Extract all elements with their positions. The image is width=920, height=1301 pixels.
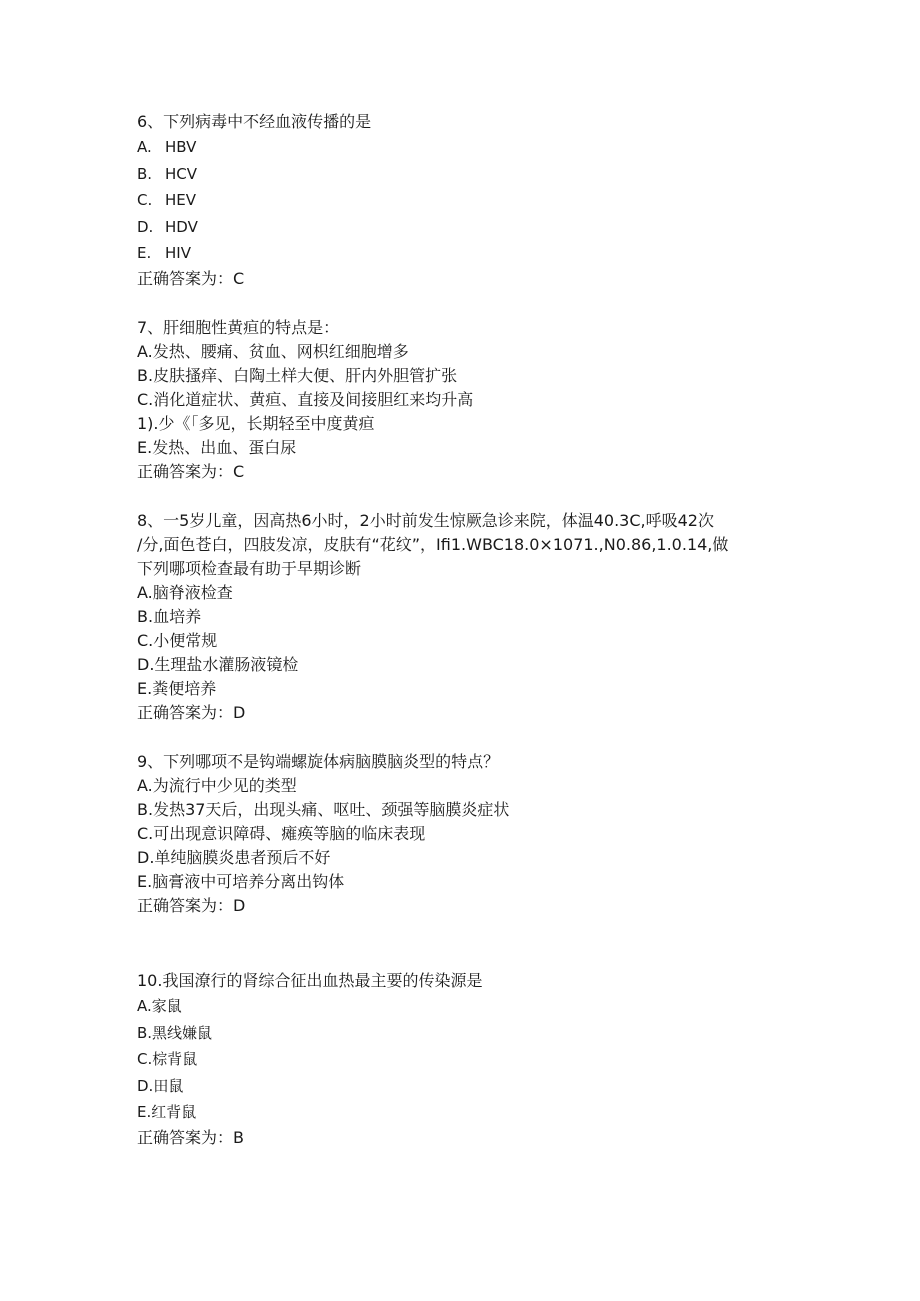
option-c: C.消化道症状、黄疸、直接及间接胆红来均升高 xyxy=(137,390,474,409)
question-7 xyxy=(137,316,473,484)
answer-line: 正确答案为：C xyxy=(137,462,245,481)
answer-line: 正确答案为：B xyxy=(137,1127,244,1147)
option-d xyxy=(137,214,371,241)
option-d: 1).少《「多见，长期轻至中度黄疸 xyxy=(137,414,375,433)
question-6 xyxy=(137,110,371,291)
option-letter: E. xyxy=(137,244,152,263)
option-b: B.黑线嫌鼠 xyxy=(137,1023,213,1042)
option-c xyxy=(137,187,371,214)
question-stem: 10.我国潦行的肾综合征出血热最主要的传染源是 xyxy=(137,971,483,990)
option-a: A.发热、腰痛、贫血、网枳红细胞增多 xyxy=(137,342,409,361)
answer-line: 正确答案为：C xyxy=(137,268,245,288)
option-d: D.生理盐水灌肠液镜检 xyxy=(137,655,299,674)
question-stem: 7、肝细胞性黄疸的特点是： xyxy=(137,318,340,337)
question-8 xyxy=(137,509,728,725)
option-letter: C. xyxy=(137,191,153,210)
option-text: HEV xyxy=(165,191,197,210)
option-letter: D. xyxy=(137,217,154,236)
option-text: HCV xyxy=(165,164,198,183)
answer-line: 正确答案为：D xyxy=(137,896,246,915)
option-c: C.棕背鼠 xyxy=(137,1050,198,1069)
option-text: HBV xyxy=(165,138,197,156)
option-e xyxy=(137,240,371,267)
option-e: E.发热、出血、蛋白尿 xyxy=(137,438,297,457)
question-stem-line-2: /分,面色苍白，四肢发凉，皮肤有“花纹”，Ifi1.WBC18.0×1071.,N0.86,1.0.14,做 xyxy=(137,535,729,554)
option-e: E.粪便培养 xyxy=(137,679,217,698)
option-letter: A. xyxy=(137,138,152,156)
option-e: E.脑膏液中可培养分离出钩体 xyxy=(137,872,345,891)
option-a xyxy=(137,134,371,161)
option-b xyxy=(137,161,371,188)
option-d: D.单纯脑膜炎患者预后不好 xyxy=(137,848,331,867)
option-c: C.可出现意识障碍、瘫痪等脑的临床表现 xyxy=(137,824,426,843)
option-letter: B. xyxy=(137,164,153,183)
question-stem-line-3: 下列哪项检查最有助于早期诊断 xyxy=(137,559,362,578)
option-d: D.田鼠 xyxy=(137,1076,184,1095)
question-10 xyxy=(137,969,482,1150)
option-c: C.小便常规 xyxy=(137,631,218,650)
option-a: A.家鼠 xyxy=(137,997,182,1015)
option-e: E.红背鼠 xyxy=(137,1103,197,1122)
option-b: B.发热37天后，出现头痛、呕吐、颈强等脑膜炎症状 xyxy=(137,800,510,819)
option-a: A.脑脊液检查 xyxy=(137,583,233,602)
option-text: HDV xyxy=(165,217,198,236)
question-stem: 9、下列哪项不是钩端螺旋体病脑膜脑炎型的特点？ xyxy=(137,752,500,771)
option-b: B.皮肤搔痒、白陶土样大便、肝内外胆管扩张 xyxy=(137,366,458,385)
option-b: B.血培养 xyxy=(137,607,202,626)
option-a: A.为流行中少见的类型 xyxy=(137,776,297,795)
answer-line: 正确答案为：D xyxy=(137,703,246,722)
option-text: HIV xyxy=(165,244,191,263)
question-stem: 6、下列病毒中不经血液传播的是 xyxy=(137,112,372,131)
question-9 xyxy=(137,750,509,918)
question-stem-line-1: 8、一5岁儿童，因高热6小时，2小时前发生惊厥急诊来院，体温40.3C,呼吸42次 xyxy=(137,511,714,530)
